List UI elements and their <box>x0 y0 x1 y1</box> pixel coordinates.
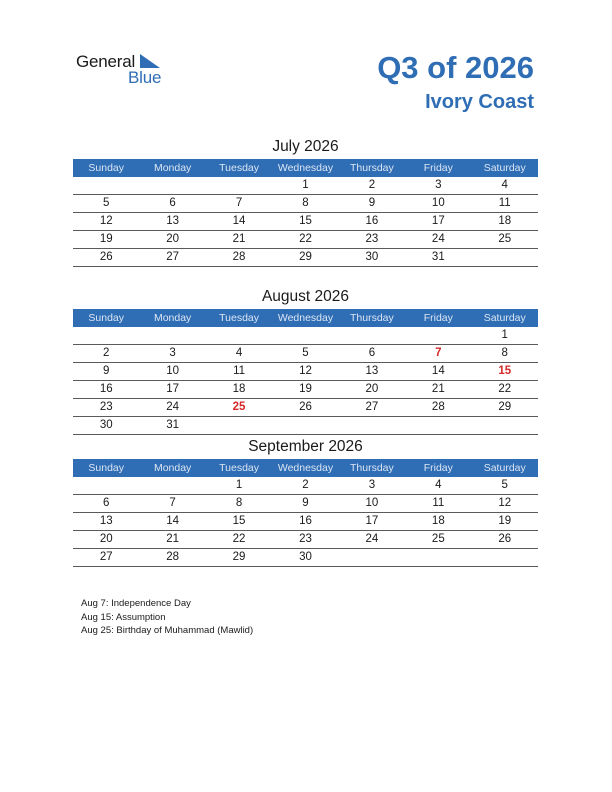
holiday-notes <box>81 597 253 638</box>
day-cell: 6 <box>368 347 376 359</box>
day-cell: 10 <box>431 197 445 209</box>
day-cell: 1 <box>501 329 508 341</box>
day-cell: 5 <box>103 197 110 209</box>
day-cell: 9 <box>368 197 376 209</box>
holiday-day-cell: 25 <box>232 401 246 413</box>
week-row <box>73 417 538 435</box>
weekday-header <box>73 159 538 177</box>
day-cell <box>405 549 471 566</box>
day-cell: 29 <box>299 251 312 263</box>
day-cell: 7 <box>235 197 243 209</box>
day-cell: 16 <box>299 515 312 527</box>
week-row <box>73 549 538 567</box>
day-cell <box>272 417 338 434</box>
weekday-header <box>73 309 538 327</box>
weekday-label: Saturday <box>483 462 526 474</box>
day-cell: 14 <box>232 215 246 227</box>
holiday-note: Aug 7: Independence Day <box>81 598 191 609</box>
day-cell: 25 <box>431 533 445 545</box>
day-cell: 2 <box>302 479 309 491</box>
day-cell: 6 <box>103 497 110 509</box>
day-cell <box>206 327 272 344</box>
weekday-label: Saturday <box>483 162 526 174</box>
weekday-header <box>73 459 538 477</box>
holiday-day-cell: 7 <box>435 347 442 359</box>
week-row <box>73 213 538 231</box>
day-cell: 1 <box>235 479 243 491</box>
weekday-label: Saturday <box>483 312 526 324</box>
logo-general-text: General <box>76 52 136 71</box>
day-cell: 12 <box>99 215 113 227</box>
month-title: August 2026 <box>261 288 350 305</box>
day-cell: 4 <box>435 479 442 491</box>
weekday-label: Thursday <box>350 162 394 174</box>
weekday-label: Sunday <box>88 312 125 324</box>
day-cell: 18 <box>431 515 445 527</box>
day-cell: 15 <box>299 215 312 227</box>
week-row <box>73 399 538 417</box>
month-grid <box>73 477 538 567</box>
day-cell: 12 <box>299 365 312 377</box>
day-cell <box>472 417 538 434</box>
day-cell <box>73 477 139 494</box>
day-cell: 19 <box>498 515 512 527</box>
day-cell: 3 <box>368 479 376 491</box>
day-cell: 20 <box>99 533 113 545</box>
day-cell: 5 <box>501 479 508 491</box>
day-cell: 20 <box>365 383 379 395</box>
day-cell: 4 <box>235 347 243 359</box>
week-row <box>73 345 538 363</box>
day-cell: 18 <box>232 383 246 395</box>
day-cell <box>73 177 139 194</box>
day-cell: 27 <box>166 251 180 263</box>
day-cell <box>139 177 205 194</box>
holiday-note: Aug 15: Assumption <box>81 611 166 623</box>
day-cell: 14 <box>431 365 445 377</box>
weekday-label: Sunday <box>88 462 125 474</box>
day-cell <box>405 327 471 344</box>
day-cell: 17 <box>431 215 445 227</box>
holiday-note: Aug 25: Birthday of Muhammad (Mawlid) <box>81 625 254 636</box>
day-cell <box>339 327 405 344</box>
country-name: Ivory Coast <box>425 91 534 113</box>
month-title: July 2026 <box>272 138 339 155</box>
day-cell: 24 <box>431 233 445 245</box>
day-cell: 28 <box>166 551 180 563</box>
day-cell: 30 <box>99 419 113 431</box>
week-row <box>73 531 538 549</box>
logo <box>76 52 176 88</box>
day-cell: 21 <box>166 533 180 545</box>
month-grid <box>73 177 538 267</box>
day-cell: 6 <box>169 197 176 209</box>
day-cell: 13 <box>166 215 180 227</box>
weekday-label: Sunday <box>88 162 125 174</box>
day-cell <box>206 417 272 434</box>
day-cell: 29 <box>232 551 246 563</box>
week-row <box>73 477 538 495</box>
day-cell: 10 <box>365 497 379 509</box>
day-cell: 8 <box>302 197 309 209</box>
weekday-label: Wednesday <box>277 162 334 174</box>
holiday-day-cell: 15 <box>498 365 512 377</box>
day-cell: 22 <box>232 533 246 545</box>
day-cell: 13 <box>365 365 379 377</box>
day-cell: 15 <box>232 515 246 527</box>
day-cell <box>405 417 471 434</box>
day-cell <box>339 417 405 434</box>
month-title: September 2026 <box>248 438 363 455</box>
week-row <box>73 495 538 513</box>
day-cell <box>472 549 538 566</box>
day-cell: 22 <box>299 233 312 245</box>
month-grid <box>73 327 538 435</box>
page-title: Q3 of 2026 <box>377 50 534 85</box>
week-row <box>73 231 538 249</box>
day-cell <box>272 327 338 344</box>
day-cell <box>139 477 205 494</box>
day-cell: 23 <box>299 533 312 545</box>
day-cell: 26 <box>99 251 113 263</box>
day-cell: 4 <box>501 179 508 191</box>
day-cell: 23 <box>365 233 379 245</box>
weekday-label: Tuesday <box>219 462 259 474</box>
day-cell: 8 <box>501 347 508 359</box>
logo-triangle-icon <box>140 54 160 68</box>
month-september <box>73 436 538 567</box>
month-july <box>73 136 538 267</box>
day-cell: 22 <box>498 383 512 395</box>
week-row <box>73 381 538 399</box>
day-cell: 8 <box>235 497 243 509</box>
weekday-label: Monday <box>153 462 192 474</box>
day-cell <box>472 249 538 266</box>
weekday-label: Monday <box>153 312 192 324</box>
day-cell: 19 <box>99 233 113 245</box>
day-cell: 14 <box>166 515 180 527</box>
day-cell: 20 <box>166 233 180 245</box>
weekday-label: Thursday <box>350 312 394 324</box>
day-cell: 21 <box>232 233 246 245</box>
day-cell: 12 <box>498 497 512 509</box>
day-cell: 13 <box>99 515 113 527</box>
day-cell: 24 <box>166 401 180 413</box>
day-cell: 27 <box>99 551 113 563</box>
weekday-label: Friday <box>423 312 453 324</box>
day-cell: 1 <box>302 179 309 191</box>
day-cell: 3 <box>435 179 442 191</box>
day-cell: 27 <box>365 401 379 413</box>
day-cell: 3 <box>169 347 176 359</box>
week-row <box>73 177 538 195</box>
week-row <box>73 249 538 267</box>
day-cell <box>73 327 139 344</box>
day-cell: 23 <box>99 401 113 413</box>
day-cell <box>339 549 405 566</box>
day-cell: 30 <box>299 551 312 563</box>
day-cell: 9 <box>302 497 309 509</box>
day-cell: 18 <box>498 215 512 227</box>
week-row <box>73 195 538 213</box>
weekday-label: Tuesday <box>219 162 259 174</box>
day-cell: 29 <box>498 401 512 413</box>
week-row <box>73 513 538 531</box>
day-cell: 11 <box>432 497 445 509</box>
day-cell: 2 <box>103 347 110 359</box>
day-cell: 28 <box>232 251 246 263</box>
weekday-label: Friday <box>423 462 453 474</box>
day-cell: 26 <box>299 401 312 413</box>
day-cell: 24 <box>365 533 379 545</box>
weekday-label: Thursday <box>350 462 394 474</box>
day-cell: 11 <box>498 197 511 209</box>
weekday-label: Friday <box>423 162 453 174</box>
day-cell: 17 <box>166 383 180 395</box>
day-cell: 11 <box>233 365 246 377</box>
day-cell <box>139 327 205 344</box>
day-cell: 5 <box>302 347 309 359</box>
month-august <box>73 286 538 435</box>
day-cell: 28 <box>431 401 445 413</box>
day-cell: 19 <box>299 383 312 395</box>
weekday-label: Wednesday <box>277 312 334 324</box>
logo-blue-text: Blue <box>128 68 162 87</box>
week-row <box>73 363 538 381</box>
day-cell: 16 <box>365 215 379 227</box>
day-cell: 31 <box>166 419 180 431</box>
day-cell: 17 <box>365 515 379 527</box>
day-cell <box>206 177 272 194</box>
day-cell: 10 <box>166 365 180 377</box>
day-cell: 2 <box>368 179 376 191</box>
day-cell: 26 <box>498 533 512 545</box>
day-cell: 25 <box>498 233 512 245</box>
weekday-label: Tuesday <box>219 312 259 324</box>
day-cell: 16 <box>99 383 113 395</box>
weekday-label: Monday <box>153 162 192 174</box>
day-cell: 31 <box>431 251 445 263</box>
weekday-label: Wednesday <box>277 462 334 474</box>
week-row <box>73 327 538 345</box>
day-cell: 30 <box>365 251 379 263</box>
day-cell: 7 <box>169 497 176 509</box>
day-cell: 21 <box>431 383 445 395</box>
day-cell: 9 <box>103 365 110 377</box>
